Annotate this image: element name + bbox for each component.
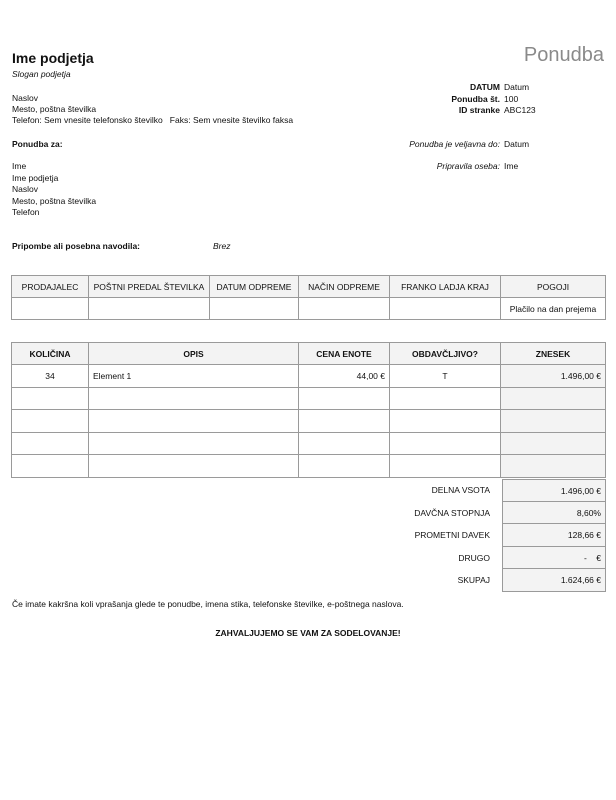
items-header: OPIS [89, 343, 299, 365]
company-slogan: Slogan podjetja [12, 69, 71, 79]
unit-price-cell [299, 432, 390, 455]
company-city: Mesto, poštna številka [12, 104, 97, 114]
other-row [300, 547, 606, 570]
sales-tax-row [300, 524, 606, 547]
validity-label: Ponudba je veljavna do: [409, 139, 500, 149]
shipping-header-row [12, 276, 606, 298]
customer-id-label: ID stranke [458, 105, 500, 115]
other-value: - € [502, 547, 606, 570]
items-header: ZNESEK [501, 343, 606, 365]
shipping-cell [12, 298, 89, 320]
total-value: 1.624,66 € [502, 569, 606, 592]
table-row [12, 410, 606, 433]
amount-cell [501, 410, 606, 433]
client-company: Ime podjetja [12, 172, 59, 183]
company-address: Naslov [12, 93, 38, 103]
amount-cell [501, 455, 606, 478]
shipping-cell [210, 298, 299, 320]
quantity-cell [12, 410, 89, 433]
tax-rate-value: 8,60% [502, 502, 606, 525]
description-cell [89, 387, 299, 410]
quote-meta [380, 82, 580, 117]
tax-rate-label: DAVČNA STOPNJA [414, 507, 490, 518]
total-label: SKUPAJ [457, 575, 490, 586]
description-cell [89, 432, 299, 455]
quantity-cell: 34 [12, 365, 89, 388]
tax-rate-row [300, 502, 606, 525]
prepared-by-row [380, 161, 600, 171]
validity-row [380, 139, 600, 149]
items-table [11, 342, 606, 478]
items-header-row [12, 343, 606, 365]
shipping-cell [89, 298, 210, 320]
quote-for-label: Ponudba za: [12, 139, 63, 149]
items-header: KOLIČINA [12, 343, 89, 365]
items-header: OBDAVČLJIVO? [390, 343, 501, 365]
shipping-row [12, 298, 606, 320]
taxable-cell [390, 387, 501, 410]
prepared-by-label: Pripravila oseba: [436, 161, 500, 171]
shipping-header: NAČIN ODPREME [299, 276, 390, 298]
customer-id-value: ABC123 [504, 105, 536, 115]
amount-cell: 1.496,00 € [501, 365, 606, 388]
footer-question: Če imate kakršna koli vprašanja glede te ponudbe, imena stika, telefonske številke, e-poštnega naslova. [12, 599, 404, 609]
client-city: Mesto, poštna številka [12, 195, 97, 206]
items-header: CENA ENOTE [299, 343, 390, 365]
table-row [12, 432, 606, 455]
company-name: Ime podjetja [12, 50, 94, 66]
date-value: Datum [504, 82, 530, 92]
unit-price-cell [299, 410, 390, 433]
client-name: Ime [12, 161, 27, 171]
company-address-block [12, 93, 293, 126]
quantity-cell [12, 387, 89, 410]
taxable-cell: T [390, 365, 501, 388]
table-row [12, 455, 606, 478]
date-label: DATUM [469, 82, 500, 92]
amount-cell [501, 432, 606, 455]
table-row [12, 365, 606, 388]
prepared-by-value: Ime [504, 161, 519, 171]
description-cell: Element 1 [89, 365, 299, 388]
shipping-cell: Plačilo na dan prejema [501, 298, 606, 320]
shipping-header: PRODAJALEC [12, 276, 89, 298]
taxable-cell [390, 432, 501, 455]
other-label: DRUGO [458, 552, 490, 563]
client-phone: Telefon [12, 207, 40, 217]
subtotal-value: 1.496,00 € [502, 479, 606, 502]
notes-label: Pripombe ali posebna navodila: [12, 241, 140, 251]
quote-number-value: 100 [504, 93, 519, 104]
taxable-cell [390, 410, 501, 433]
description-cell [89, 410, 299, 433]
unit-price-cell [299, 455, 390, 478]
document-title: Ponudba [523, 44, 604, 66]
amount-cell [501, 387, 606, 410]
shipping-table [11, 275, 606, 320]
taxable-cell [390, 455, 501, 478]
table-row [12, 387, 606, 410]
notes-value: Brez [213, 241, 231, 251]
subtotal-label: DELNA VSOTA [431, 485, 490, 496]
shipping-header: POŠTNI PREDAL ŠTEVILKA [89, 276, 210, 298]
thank-you-note: ZAHVALJUJEMO SE VAM ZA SODELOVANJE! [215, 628, 401, 638]
shipping-cell [299, 298, 390, 320]
validity-value: Datum [504, 139, 530, 149]
unit-price-cell: 44,00 € [299, 365, 390, 388]
subtotal-row [300, 479, 606, 502]
totals-block [300, 479, 606, 592]
quantity-cell [12, 455, 89, 478]
sales-tax-label: PROMETNI DAVEK [414, 530, 490, 541]
sales-tax-value: 128,66 € [502, 524, 606, 547]
shipping-header: FRANKO LADJA KRAJ [390, 276, 501, 298]
shipping-header: DATUM ODPREME [210, 276, 299, 298]
unit-price-cell [299, 387, 390, 410]
quantity-cell [12, 432, 89, 455]
quote-number-label: Ponudba št. [451, 93, 500, 104]
shipping-header: POGOJI [501, 276, 606, 298]
client-block [12, 161, 96, 219]
client-address: Naslov [12, 184, 38, 194]
description-cell [89, 455, 299, 478]
company-contact: Telefon: Sem vnesite telefonsko številko Faks: Sem vnesite številko faksa [12, 115, 294, 125]
total-row [300, 569, 606, 592]
shipping-cell [390, 298, 501, 320]
